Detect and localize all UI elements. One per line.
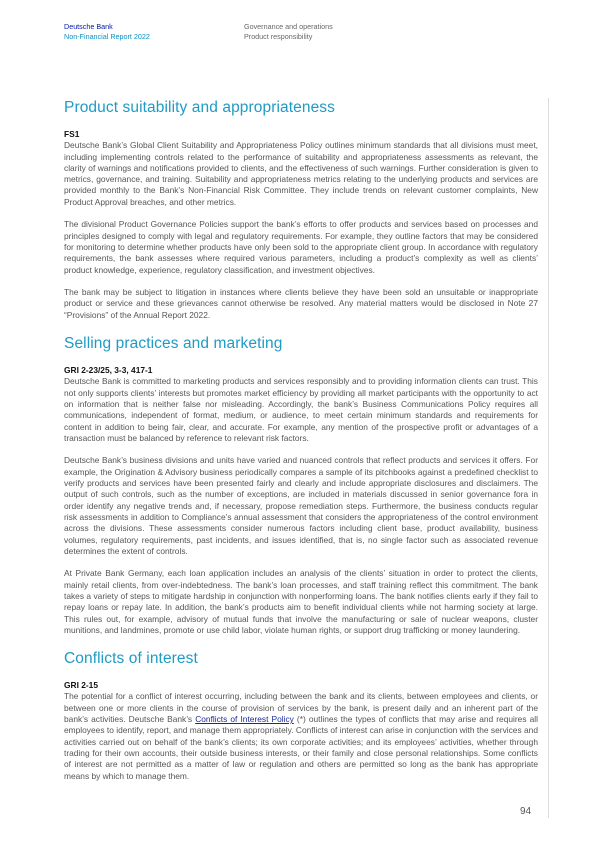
paragraph: The bank may be subject to litigation in instances where clients believe they have been sold an unsuitable or inappropriate product or service and these grievances cannot otherwise be resolved. Any material matters would be disclosed in Note 27 “Provisions” of the Annual Report 2022. — [64, 287, 538, 320]
brand-name: Deutsche Bank — [64, 22, 113, 31]
paragraph — [64, 691, 538, 781]
section-heading: Selling practices and marketing — [64, 335, 283, 353]
section-name: Governance and operations — [244, 22, 333, 31]
conflicts-of-interest-policy-link[interactable]: Conflicts of Interest Policy — [195, 714, 294, 725]
report-name: Non-Financial Report 2022 — [64, 31, 150, 41]
main-content — [64, 98, 538, 793]
gri-reference: GRI 2-15 — [64, 680, 98, 691]
paragraph: Deutsche Bank’s Global Client Suitability and Appropriateness Policy outlines minimum standards that all divisions must meet, including implementing controls related to the performance of suitability and appropriateness assessments as relevant, the clarity of warnings and notifications provided to clients, and the effectiveness of such warnings. Further consideration is given to metrics, governance, and training. Suitability and appropriateness metrics relating to the underlying products and services are provided monthly to the Bank’s Non-Financial Risk Committee. They include trends on relevant customer complaints, New Product Approval breaches, and other metrics. — [64, 140, 538, 207]
section-heading: Conflicts of interest — [64, 650, 198, 668]
paragraph: At Private Bank Germany, each loan application includes an analysis of the clients’ situation in order to protect the clients, mainly retail clients, from over-indebtedness. The bank’s loan processes, and staff training reflect this commitment. The bank takes a variety of steps to mitigate hardship in conjunction with nonperforming loans. The bank notifies clients early if they fail to repay loans or repay late. In addition, the bank’s products aim to benefit individual clients while not harming society at large. This rules out, for example, advisory of mutual funds that involve the manufacturing or sale of nuclear weapons, cluster munitions, and landmines, promote or use child labor, violate human rights, or support drug trafficking or money laundering. — [64, 568, 538, 635]
section-product-suitability — [64, 98, 538, 321]
gri-reference: GRI 2-23/25, 3-3, 417-1 — [64, 365, 153, 376]
page-number: 94 — [520, 806, 532, 817]
gri-reference: FS1 — [64, 129, 80, 139]
section-conflicts-of-interest — [64, 649, 538, 782]
header-right — [244, 22, 333, 41]
paragraph: Deutsche Bank’s business divisions and units have varied and nuanced controls that reflect products and services it offers. For example, the Origination & Advisory business periodically compares a sample of its pitchbooks against a predefined checklist to verify products and services have been presented fairly and clearly and include appropriate disclosures and disclaimers. The output of such controls, such as the number of exceptions, are included in materials discussed in senior governance fora in order identify any negative trends and, if necessary, propose remediation steps. Furthermore, the business conducts regular risk assessments in addition to Compliance’s annual assessment that considers the appropriateness of the control environment across the divisions. These assessments consider numerous factors including client base, product availability, business volumes, regulatory requirements, past incidents, and issues identified, that is, no single factor such as associated revenue determines the extent of controls. — [64, 455, 538, 556]
paragraph-text: The potential for a conflict of interest occurring, including between the bank and its clients, between employees and clients, or between one or more clients in the course of provision of services by the bank, is present daily and an inherent part of the bank’s activities. Deutsche Bank’s — [64, 691, 538, 725]
page-divider — [548, 98, 549, 818]
paragraph: Deutsche Bank is committed to marketing products and services responsibly and to providing information clients can trust. This not only supports clients’ interests but promotes market efficiency by providing all market participants with the opportunity to act on information that is neither false nor misleading. Accordingly, the bank’s Business Communications Policy requires all communications, independent of format, medium, or audience, to meet certain minimum standards and requirements for content in addition to being fair, clear, and accurate. For example, any mention of the prospective profit or advantages of a transaction must be balanced by reference to relevant risk factors. — [64, 376, 538, 443]
section-selling-practices — [64, 334, 538, 636]
paragraph-text: (*) outlines the types of conflicts that may arise and requires all employees to identify, report, and manage them appropriately. Conflicts of interest can arise in conjunction with the services and activities carried out on behalf of the bank’s clients; its own corporate activities; and its employees’ activities, whether through trading for their own accounts, their outside business interests, or their family and close personal relationships. Some conflicts of interest are not permitted as a matter of law or regulation and others are permitted so long as the bank has appropriate means by which to manage them. — [64, 714, 538, 781]
paragraph: The divisional Product Governance Policies support the bank’s efforts to offer products and services based on processes and principles designed to comply with legal and regulatory requirements. For example, they outline factors that may be considered for monitoring to determine whether products have only been sold to the appropriate client group. In accordance with regulatory requirements, the bank assesses where required various parameters, including a product’s complexity as well as clients’ product knowledge, experience, regulatory classification, and investment objectives. — [64, 219, 538, 275]
header-left — [64, 22, 150, 41]
section-heading: Product suitability and appropriateness — [64, 99, 336, 116]
subsection-name: Product responsibility — [244, 31, 313, 41]
